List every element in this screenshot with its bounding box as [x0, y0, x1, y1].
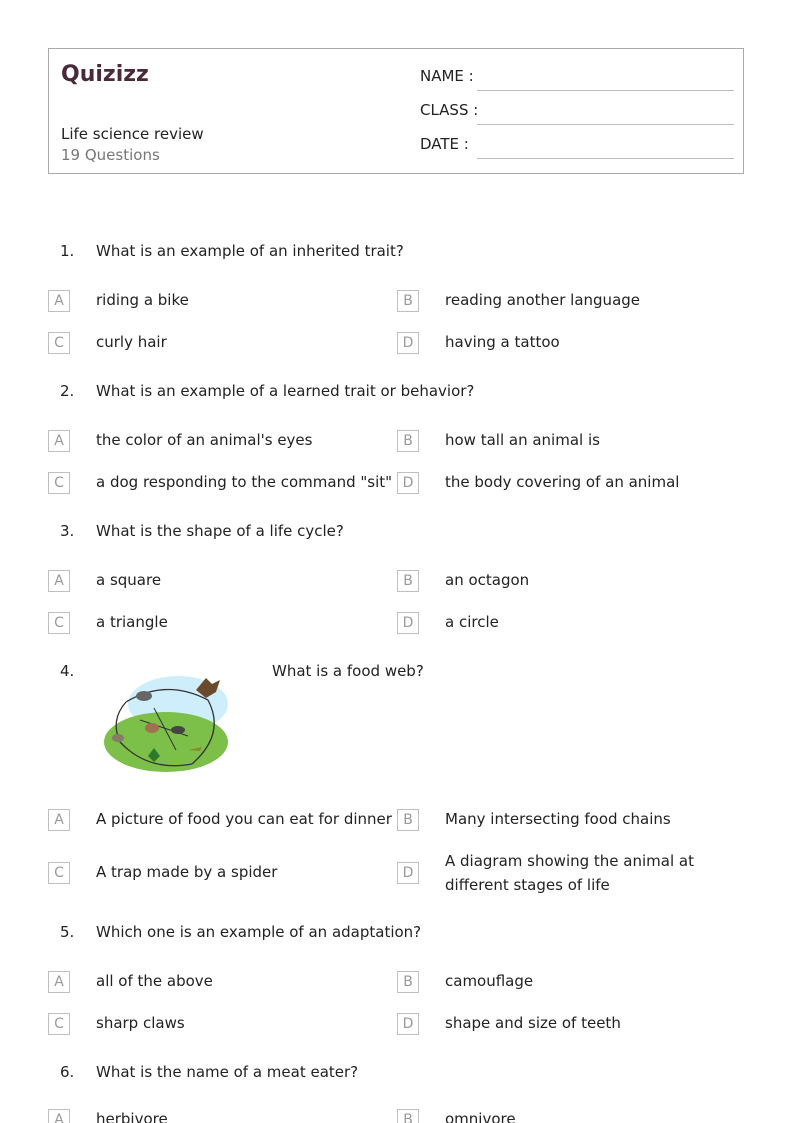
worksheet-title: Life science review: [61, 125, 204, 143]
question-number: 3.: [60, 522, 75, 540]
option-d-text: having a tattoo: [445, 333, 560, 351]
option-a-box[interactable]: A: [48, 971, 70, 993]
option-a-text: herbivore: [96, 1110, 168, 1123]
class-field[interactable]: [420, 101, 734, 125]
option-b-box[interactable]: B: [397, 1109, 419, 1123]
option-d-text: A diagram showing the animal at different stages of life: [445, 852, 694, 894]
worksheet-header: [48, 48, 744, 174]
option-c-box[interactable]: C: [48, 332, 70, 354]
option-d-box[interactable]: D: [397, 1013, 419, 1035]
option-c-text: A trap made by a spider: [96, 863, 278, 881]
option-b-text: how tall an animal is: [445, 431, 600, 449]
option-a-box[interactable]: A: [48, 809, 70, 831]
question-count: 19 Questions: [61, 146, 160, 164]
option-b-box[interactable]: B: [397, 971, 419, 993]
food-web-diagram-icon: [96, 672, 236, 776]
question-text: What is an example of a learned trait or behavior?: [96, 382, 475, 400]
option-b-text: an octagon: [445, 571, 530, 589]
svg-text:Quizizz: Quizizz: [61, 62, 149, 87]
option-a-text: a square: [96, 571, 162, 589]
option-d-box[interactable]: D: [397, 472, 419, 494]
question-number: 2.: [60, 382, 75, 400]
name-line[interactable]: [477, 90, 734, 91]
option-d-box[interactable]: D: [397, 332, 419, 354]
option-c-box[interactable]: C: [48, 472, 70, 494]
option-a-text: riding a bike: [96, 291, 189, 309]
option-b-text: omnivore: [445, 1110, 516, 1123]
option-b-text: Many intersecting food chains: [445, 810, 671, 828]
question-text: What is an example of an inherited trait?: [96, 242, 404, 260]
option-b-box[interactable]: B: [397, 290, 419, 312]
option-d-text: the body covering of an animal: [445, 473, 680, 491]
option-d-box[interactable]: D: [397, 862, 419, 884]
quizizz-logo: [61, 59, 153, 87]
option-b-text: reading another language: [445, 291, 641, 309]
option-b-box[interactable]: B: [397, 430, 419, 452]
question-text: What is the shape of a life cycle?: [96, 522, 344, 540]
option-d-box[interactable]: D: [397, 612, 419, 634]
question-number: 5.: [60, 923, 75, 941]
name-field[interactable]: [420, 67, 734, 91]
option-c-box[interactable]: C: [48, 1013, 70, 1035]
option-b-box[interactable]: B: [397, 570, 419, 592]
date-line[interactable]: [477, 158, 734, 159]
option-c-text: a triangle: [96, 613, 168, 631]
option-a-box[interactable]: A: [48, 290, 70, 312]
option-c-text: sharp claws: [96, 1014, 185, 1032]
question-text: What is a food web?: [272, 662, 424, 680]
option-c-box[interactable]: C: [48, 612, 70, 634]
option-d-text: a circle: [445, 613, 499, 631]
option-a-text: the color of an animal's eyes: [96, 431, 313, 449]
option-a-text: A picture of food you can eat for dinner: [96, 810, 392, 828]
name-label: NAME :: [420, 67, 474, 85]
date-field[interactable]: [420, 135, 734, 159]
question-text: Which one is an example of an adaptation?: [96, 923, 422, 941]
question-text: What is the name of a meat eater?: [96, 1063, 359, 1081]
class-line[interactable]: [477, 124, 734, 125]
option-a-text: all of the above: [96, 972, 213, 990]
option-a-box[interactable]: A: [48, 1109, 70, 1123]
option-c-text: a dog responding to the command "sit": [96, 473, 393, 491]
option-b-text: camouflage: [445, 972, 534, 990]
option-c-text: curly hair: [96, 333, 167, 351]
question-number: 1.: [60, 242, 75, 260]
option-a-box[interactable]: A: [48, 430, 70, 452]
option-c-box[interactable]: C: [48, 862, 70, 884]
option-d-text: shape and size of teeth: [445, 1014, 621, 1032]
question-number: 4.: [60, 662, 75, 680]
option-b-box[interactable]: B: [397, 809, 419, 831]
option-a-box[interactable]: A: [48, 570, 70, 592]
date-label: DATE :: [420, 135, 469, 153]
question-number: 6.: [60, 1063, 75, 1081]
class-label: CLASS :: [420, 101, 479, 119]
